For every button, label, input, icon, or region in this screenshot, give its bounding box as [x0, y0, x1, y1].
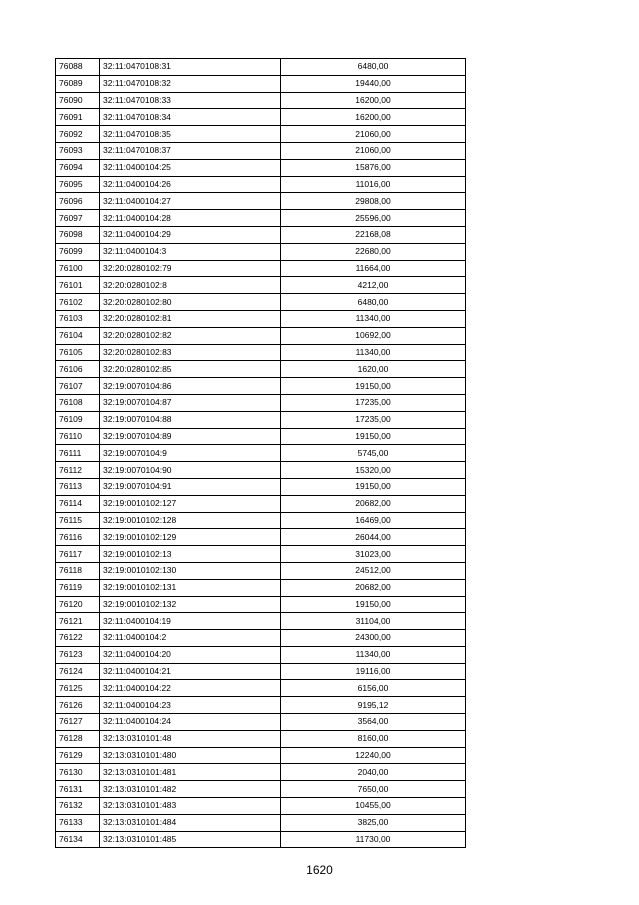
table-row: [56, 294, 466, 311]
row-number-cell: 76097: [56, 210, 100, 227]
value-cell: 19150,00: [281, 478, 466, 495]
value-cell: 15320,00: [281, 462, 466, 479]
cadastral-number-cell: 32:20:0280102:82: [100, 327, 281, 344]
cadastral-number-cell: 32:20:0280102:79: [100, 260, 281, 277]
value-cell: 1620,00: [281, 361, 466, 378]
value-cell: 11340,00: [281, 646, 466, 663]
table-row: [56, 75, 466, 92]
row-number-cell: 76095: [56, 176, 100, 193]
row-number-cell: 76115: [56, 512, 100, 529]
table-row: [56, 697, 466, 714]
row-number-cell: 76098: [56, 226, 100, 243]
cadastral-number-cell: 32:20:0280102:80: [100, 294, 281, 311]
cadastral-number-cell: 32:19:0010102:132: [100, 596, 281, 613]
cadastral-number-cell: 32:13:0310101:480: [100, 747, 281, 764]
table-row: [56, 714, 466, 731]
row-number-cell: 76112: [56, 462, 100, 479]
value-cell: 19150,00: [281, 378, 466, 395]
row-number-cell: 76118: [56, 562, 100, 579]
table-row: [56, 327, 466, 344]
cadastral-number-cell: 32:11:0400104:2: [100, 630, 281, 647]
cadastral-number-cell: 32:11:0400104:23: [100, 697, 281, 714]
row-number-cell: 76092: [56, 126, 100, 143]
table-row: [56, 142, 466, 159]
table-row: [56, 562, 466, 579]
cadastral-number-cell: 32:11:0400104:21: [100, 663, 281, 680]
cadastral-number-cell: 32:20:0280102:81: [100, 310, 281, 327]
value-cell: 2040,00: [281, 764, 466, 781]
table-row: [56, 630, 466, 647]
table-row: [56, 109, 466, 126]
row-number-cell: 76117: [56, 546, 100, 563]
table-row: [56, 546, 466, 563]
value-cell: 4212,00: [281, 277, 466, 294]
row-number-cell: 76120: [56, 596, 100, 613]
table-row: [56, 277, 466, 294]
table-row: [56, 394, 466, 411]
row-number-cell: 76106: [56, 361, 100, 378]
row-number-cell: 76131: [56, 781, 100, 798]
cadastral-number-cell: 32:11:0470108:34: [100, 109, 281, 126]
value-cell: 11016,00: [281, 176, 466, 193]
cadastral-number-cell: 32:11:0400104:26: [100, 176, 281, 193]
cadastral-number-cell: 32:19:0070104:88: [100, 411, 281, 428]
cadastral-number-cell: 32:19:0070104:89: [100, 428, 281, 445]
table-row: [56, 193, 466, 210]
value-cell: 22168,08: [281, 226, 466, 243]
cadastral-number-cell: 32:13:0310101:482: [100, 781, 281, 798]
cadastral-number-cell: 32:19:0070104:91: [100, 478, 281, 495]
table-row: [56, 798, 466, 815]
value-cell: 24300,00: [281, 630, 466, 647]
table-row: [56, 159, 466, 176]
value-cell: 19150,00: [281, 428, 466, 445]
cadastral-number-cell: 32:11:0470108:35: [100, 126, 281, 143]
cadastral-number-cell: 32:19:0010102:131: [100, 579, 281, 596]
value-cell: 22680,00: [281, 243, 466, 260]
row-number-cell: 76119: [56, 579, 100, 596]
page-number: 1620: [306, 863, 333, 877]
row-number-cell: 76091: [56, 109, 100, 126]
cadastral-number-cell: 32:11:0400104:20: [100, 646, 281, 663]
cadastral-number-cell: 32:11:0400104:27: [100, 193, 281, 210]
table-row: [56, 59, 466, 76]
table-row: [56, 310, 466, 327]
table-row: [56, 428, 466, 445]
cadastral-number-cell: 32:20:0280102:83: [100, 344, 281, 361]
cadastral-number-cell: 32:19:0070104:9: [100, 445, 281, 462]
value-cell: 17235,00: [281, 411, 466, 428]
row-number-cell: 76132: [56, 798, 100, 815]
table-row: [56, 579, 466, 596]
row-number-cell: 76109: [56, 411, 100, 428]
table-row: [56, 613, 466, 630]
value-cell: 11340,00: [281, 344, 466, 361]
row-number-cell: 76123: [56, 646, 100, 663]
table-row: [56, 529, 466, 546]
cadastral-number-cell: 32:11:0470108:33: [100, 92, 281, 109]
row-number-cell: 76128: [56, 730, 100, 747]
value-cell: 16469,00: [281, 512, 466, 529]
row-number-cell: 76105: [56, 344, 100, 361]
table-row: [56, 495, 466, 512]
cadastral-number-cell: 32:20:0280102:8: [100, 277, 281, 294]
value-cell: 19440,00: [281, 75, 466, 92]
row-number-cell: 76099: [56, 243, 100, 260]
value-cell: 12240,00: [281, 747, 466, 764]
table-row: [56, 596, 466, 613]
table-row: [56, 814, 466, 831]
row-number-cell: 76134: [56, 831, 100, 848]
cadastral-number-cell: 32:11:0400104:29: [100, 226, 281, 243]
row-number-cell: 76100: [56, 260, 100, 277]
table-row: [56, 462, 466, 479]
row-number-cell: 76089: [56, 75, 100, 92]
row-number-cell: 76103: [56, 310, 100, 327]
cadastral-number-cell: 32:20:0280102:85: [100, 361, 281, 378]
row-number-cell: 76107: [56, 378, 100, 395]
cadastral-number-cell: 32:13:0310101:484: [100, 814, 281, 831]
cadastral-number-cell: 32:13:0310101:485: [100, 831, 281, 848]
row-number-cell: 76122: [56, 630, 100, 647]
value-cell: 10692,00: [281, 327, 466, 344]
row-number-cell: 76121: [56, 613, 100, 630]
value-cell: 31023,00: [281, 546, 466, 563]
value-cell: 24512,00: [281, 562, 466, 579]
table-row: [56, 445, 466, 462]
cadastral-number-cell: 32:19:0010102:129: [100, 529, 281, 546]
table-row: [56, 781, 466, 798]
cadastral-number-cell: 32:11:0400104:24: [100, 714, 281, 731]
table-row: [56, 411, 466, 428]
value-cell: 11664,00: [281, 260, 466, 277]
value-cell: 16200,00: [281, 92, 466, 109]
value-cell: 6480,00: [281, 294, 466, 311]
cadastral-number-cell: 32:11:0400104:22: [100, 680, 281, 697]
table-row: [56, 226, 466, 243]
value-cell: 21060,00: [281, 142, 466, 159]
cadastral-number-cell: 32:11:0400104:3: [100, 243, 281, 260]
row-number-cell: 76088: [56, 59, 100, 76]
cadastral-number-cell: 32:11:0470108:37: [100, 142, 281, 159]
cadastral-number-cell: 32:19:0010102:13: [100, 546, 281, 563]
table-row: [56, 243, 466, 260]
row-number-cell: 76111: [56, 445, 100, 462]
table-row: [56, 831, 466, 848]
value-cell: 21060,00: [281, 126, 466, 143]
value-cell: 16200,00: [281, 109, 466, 126]
row-number-cell: 76129: [56, 747, 100, 764]
value-cell: 5745,00: [281, 445, 466, 462]
value-cell: 3564,00: [281, 714, 466, 731]
row-number-cell: 76094: [56, 159, 100, 176]
cadastral-number-cell: 32:13:0310101:48: [100, 730, 281, 747]
value-cell: 11730,00: [281, 831, 466, 848]
value-cell: 3825,00: [281, 814, 466, 831]
row-number-cell: 76110: [56, 428, 100, 445]
value-cell: 19150,00: [281, 596, 466, 613]
cadastral-number-cell: 32:11:0400104:25: [100, 159, 281, 176]
row-number-cell: 76125: [56, 680, 100, 697]
value-cell: 20682,00: [281, 495, 466, 512]
cadastral-number-cell: 32:13:0310101:483: [100, 798, 281, 815]
table-row: [56, 730, 466, 747]
row-number-cell: 76124: [56, 663, 100, 680]
table-row: [56, 747, 466, 764]
data-table: [55, 58, 466, 848]
row-number-cell: 76127: [56, 714, 100, 731]
row-number-cell: 76093: [56, 142, 100, 159]
value-cell: 7650,00: [281, 781, 466, 798]
value-cell: 20682,00: [281, 579, 466, 596]
value-cell: 29808,00: [281, 193, 466, 210]
value-cell: 19116,00: [281, 663, 466, 680]
value-cell: 11340,00: [281, 310, 466, 327]
cadastral-number-cell: 32:11:0470108:32: [100, 75, 281, 92]
table-row: [56, 512, 466, 529]
row-number-cell: 76130: [56, 764, 100, 781]
row-number-cell: 76096: [56, 193, 100, 210]
value-cell: 9195,12: [281, 697, 466, 714]
cadastral-number-cell: 32:11:0400104:28: [100, 210, 281, 227]
row-number-cell: 76101: [56, 277, 100, 294]
row-number-cell: 76104: [56, 327, 100, 344]
value-cell: 31104,00: [281, 613, 466, 630]
row-number-cell: 76114: [56, 495, 100, 512]
value-cell: 26044,00: [281, 529, 466, 546]
row-number-cell: 76113: [56, 478, 100, 495]
table-row: [56, 478, 466, 495]
cadastral-number-cell: 32:19:0010102:127: [100, 495, 281, 512]
value-cell: 6480,00: [281, 59, 466, 76]
table-row: [56, 764, 466, 781]
row-number-cell: 76116: [56, 529, 100, 546]
row-number-cell: 76090: [56, 92, 100, 109]
cadastral-number-cell: 32:19:0070104:86: [100, 378, 281, 395]
cadastral-number-cell: 32:13:0310101:481: [100, 764, 281, 781]
table-row: [56, 126, 466, 143]
table-row: [56, 663, 466, 680]
cadastral-number-cell: 32:19:0010102:128: [100, 512, 281, 529]
table-row: [56, 260, 466, 277]
table-row: [56, 92, 466, 109]
value-cell: 6156,00: [281, 680, 466, 697]
value-cell: 10455,00: [281, 798, 466, 815]
cadastral-number-cell: 32:19:0070104:90: [100, 462, 281, 479]
cadastral-number-cell: 32:11:0470108:31: [100, 59, 281, 76]
table-row: [56, 378, 466, 395]
cadastral-number-cell: 32:19:0010102:130: [100, 562, 281, 579]
table-row: [56, 361, 466, 378]
cadastral-number-cell: 32:11:0400104:19: [100, 613, 281, 630]
table-body: [56, 59, 466, 848]
table-row: [56, 344, 466, 361]
cadastral-number-cell: 32:19:0070104:87: [100, 394, 281, 411]
value-cell: 15876,00: [281, 159, 466, 176]
table-row: [56, 210, 466, 227]
row-number-cell: 76108: [56, 394, 100, 411]
value-cell: 8160,00: [281, 730, 466, 747]
table-row: [56, 680, 466, 697]
value-cell: 17235,00: [281, 394, 466, 411]
row-number-cell: 76133: [56, 814, 100, 831]
table-row: [56, 646, 466, 663]
row-number-cell: 76102: [56, 294, 100, 311]
table-row: [56, 176, 466, 193]
row-number-cell: 76126: [56, 697, 100, 714]
value-cell: 25596,00: [281, 210, 466, 227]
